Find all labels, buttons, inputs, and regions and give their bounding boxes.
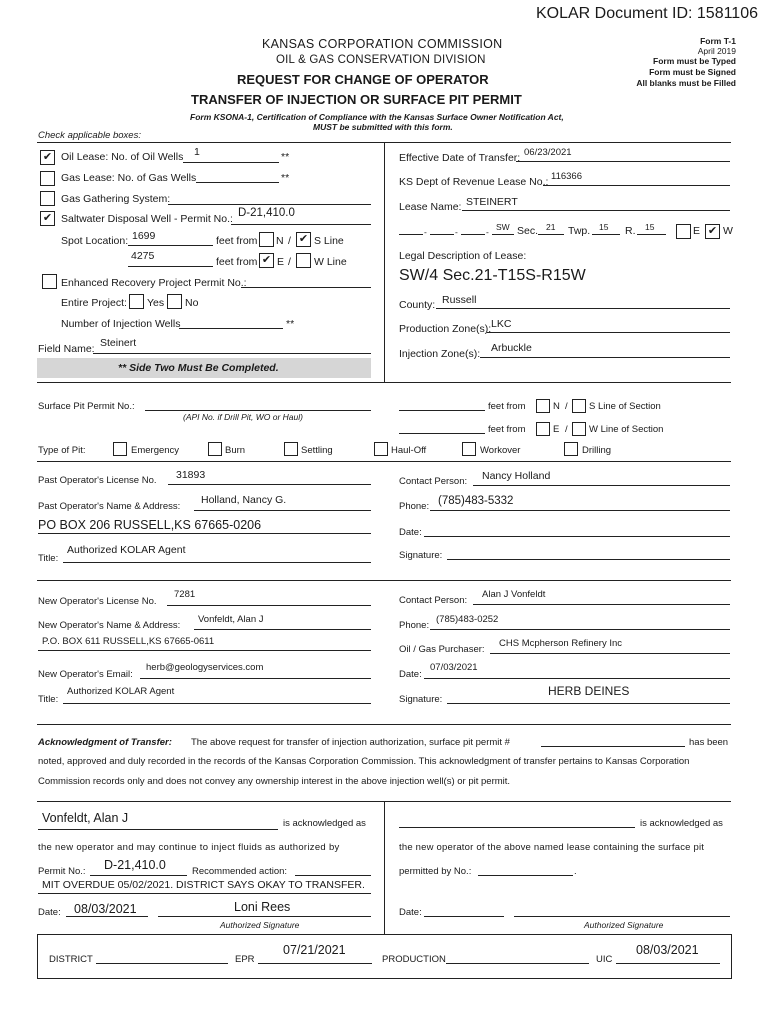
purchaser-label: Oil / Gas Purchaser: [399, 644, 485, 655]
field-name-label: Field Name: [38, 343, 95, 355]
pit-s-checkbox[interactable] [572, 399, 586, 413]
pit-e-label: E [553, 424, 560, 435]
past-contact-label: Contact Person: [399, 476, 468, 487]
ack-line1: The above request for transfer of injection authorization, surface pit permit # [191, 737, 510, 748]
spot-s-line-label: S Line [314, 235, 344, 247]
twp-value: 15 [599, 222, 609, 232]
form-title-2: TRANSFER OF INJECTION OR SURFACE PIT PERMIT [191, 92, 522, 107]
form-blanks-note: All blanks must be Filled [636, 78, 736, 88]
pit-ns-feet-line [399, 410, 485, 411]
entire-project-no-checkbox[interactable] [167, 294, 182, 309]
past-phone-value: (785)483-5332 [438, 495, 514, 507]
check-boxes-label: Check applicable boxes: [38, 130, 141, 141]
spot-ew-line [128, 266, 213, 267]
new-phone-label: Phone: [399, 620, 430, 631]
ack-permitted-by-line [478, 875, 573, 876]
pit-settling-label: Settling [301, 445, 333, 456]
new-contact-value: Alan J Vonfeldt [482, 589, 546, 600]
pit-w-checkbox[interactable] [572, 422, 586, 436]
spot-e-checkbox[interactable]: ✔ [259, 253, 274, 268]
range-e-label: E [693, 225, 701, 237]
ack-permitted-by-label: permitted by No.: [399, 866, 472, 877]
pit-ew-feet-line [399, 433, 485, 434]
new-license-line [167, 605, 371, 606]
spot-ew-feet-from: feet from [216, 256, 258, 268]
ack-permit-no-line [90, 875, 187, 876]
past-date-line [424, 536, 730, 537]
field-name-value: Steinert [100, 337, 137, 349]
epr-line [258, 963, 372, 964]
gas-gathering-label: Gas Gathering System: [61, 193, 171, 205]
new-signature-value: HERB DEINES [548, 684, 630, 698]
ack-right-date-line [424, 916, 504, 917]
quarter-value: SW [496, 222, 510, 232]
production-label: PRODUCTION [382, 954, 446, 965]
sec-value: 21 [546, 222, 556, 232]
twp-line [592, 234, 620, 235]
pit-ns-slash: / [565, 401, 568, 412]
gas-lease-label: Gas Lease: No. of Gas Wells [61, 172, 197, 184]
injection-wells-stars: ** [286, 318, 295, 330]
column-divider [384, 142, 385, 382]
spot-ew-value: 4275 [131, 250, 155, 262]
swd-label: Saltwater Disposal Well - Permit No.: [61, 213, 233, 225]
spot-ns-slash: / [288, 235, 291, 247]
ack-left-signature-line[interactable] [158, 916, 371, 917]
new-phone-line [430, 629, 730, 630]
form-typed-note: Form must be Typed [653, 56, 736, 66]
county-line [436, 308, 730, 309]
pit-workover-checkbox[interactable] [462, 442, 476, 456]
quarter-sep-1: - [424, 227, 427, 237]
eor-permit-line [241, 287, 371, 288]
new-title-line [63, 703, 371, 704]
spot-w-line-label: W Line [314, 256, 347, 268]
past-name-value: Holland, Nancy G. [201, 494, 287, 506]
ks-dept-label: KS Dept of Revenue Lease No.: [399, 176, 549, 188]
new-contact-label: Contact Person: [399, 595, 468, 606]
form-title-1: REQUEST FOR CHANGE OF OPERATOR [237, 72, 489, 87]
production-zones-line [487, 332, 730, 333]
injection-zones-line [480, 357, 730, 358]
sec-label: Sec. [517, 225, 539, 237]
ksona-note-2: MUST be submitted with this form. [313, 122, 453, 132]
quarter-3-line [461, 234, 485, 235]
twp-label: Twp. [568, 225, 591, 237]
past-contact-value: Nancy Holland [482, 470, 551, 482]
ks-dept-value: 116366 [551, 171, 582, 182]
ack-left-date-label: Date: [38, 907, 61, 918]
ack-right-name-line [399, 827, 635, 828]
field-name-line [93, 353, 371, 354]
new-email-line [140, 678, 371, 679]
past-phone-line [430, 510, 730, 511]
entire-project-yes-checkbox[interactable] [129, 294, 144, 309]
pit-s-line-label: S Line of Section [589, 401, 661, 412]
quarter-4-line [492, 234, 514, 235]
range-w-checkbox[interactable]: ✔ [705, 224, 720, 239]
pit-n-label: N [553, 401, 560, 412]
form-signed-note: Form must be Signed [649, 67, 736, 77]
pit-burn-checkbox[interactable] [208, 442, 222, 456]
uic-date-value: 08/03/2021 [636, 943, 699, 957]
ack-heading: Acknowledgment of Transfer: [38, 737, 172, 748]
oil-lease-label: Oil Lease: No. of Oil Wells [61, 151, 184, 163]
pit-settling-checkbox[interactable] [284, 442, 298, 456]
ack-pit-permit-line [541, 746, 685, 747]
pit-w-line-label: W Line of Section [589, 424, 664, 435]
purchaser-value: CHS Mcpherson Refinery Inc [499, 638, 623, 649]
ack-line3: Commission records only and does not convey any ownership interest in the above injection well(s) or pit permit. [38, 776, 511, 787]
new-title-value: Authorized KOLAR Agent [67, 686, 175, 697]
effective-date-label: Effective Date of Transfer: [399, 152, 521, 164]
spot-n-label: N [276, 235, 284, 247]
document-id: KOLAR Document ID: 1581106 [535, 5, 758, 22]
gas-wells-stars: ** [281, 172, 290, 184]
quarter-sep-2: - [455, 227, 458, 237]
eor-checkbox[interactable] [42, 274, 57, 289]
new-name-value: Vonfeldt, Alan J [198, 614, 264, 625]
new-email-value: herb@geologyservices.com [146, 662, 264, 673]
spot-e-label: E [277, 256, 285, 268]
spot-location-label: Spot Location: [61, 235, 129, 247]
ack-left-auth-signature: Authorized Signature [220, 920, 300, 930]
pit-type-label: Type of Pit: [38, 445, 86, 456]
ack-line2: noted, approved and duly recorded in the records of the Kansas Corporation Commission. This acknowledgment of transfer pertains to Kansas Corporation [38, 756, 690, 767]
ack-right-is-acknowledged: is acknowledged as [640, 818, 723, 829]
new-address-line [38, 650, 371, 651]
section-divider [37, 724, 731, 725]
county-label: County: [399, 299, 436, 311]
past-license-value: 31893 [176, 469, 206, 481]
ack-permit-no-value: D-21,410.0 [104, 858, 166, 872]
new-name-address-label: New Operator's Name & Address: [38, 620, 181, 631]
new-date-label: Date: [399, 669, 422, 680]
past-signature-label: Signature: [399, 550, 443, 561]
pit-api-note: (API No. if Drill Pit, WO or Haul) [183, 412, 303, 422]
legal-description-label: Legal Description of Lease: [399, 250, 527, 262]
production-zones-value: LKC [491, 318, 512, 330]
ack-left-date-value: 08/03/2021 [74, 902, 137, 916]
new-title-label: Title: [38, 694, 59, 705]
range-w-label: W [723, 225, 733, 237]
ack-column-divider [384, 801, 385, 935]
pit-hauloff-label: Haul-Off [391, 445, 427, 456]
past-signature-line[interactable] [447, 559, 730, 560]
new-phone-value: (785)483-0252 [436, 614, 499, 625]
ack-recommended-line [295, 875, 371, 876]
section-divider [37, 580, 731, 581]
swd-checkbox[interactable]: ✔ [40, 211, 55, 226]
ack-has-been: has been [689, 737, 729, 748]
section-divider [37, 461, 731, 462]
new-date-line [424, 678, 730, 679]
range-label: R. [625, 225, 636, 237]
past-title-line [63, 562, 371, 563]
oil-wells-line [183, 162, 279, 163]
form-revision-date: April 2019 [697, 46, 736, 56]
past-contact-line [473, 485, 730, 486]
county-value: Russell [442, 294, 477, 306]
ksona-note-1: Form KSONA-1, Certification of Compliance with the Kansas Surface Owner Notification Act, [190, 112, 564, 122]
ack-right-paragraph: the new operator of the above named lease containing the surface pit [399, 842, 705, 853]
pit-ns-feet-from: feet from [488, 401, 526, 412]
quarter-sep-3: - [486, 227, 489, 237]
spot-ew-slash: / [288, 256, 291, 268]
new-address-value: P.O. BOX 611 RUSSELL,KS 67665-0611 [42, 636, 215, 647]
range-e-checkbox[interactable] [676, 224, 691, 239]
new-date-value: 07/03/2021 [430, 662, 478, 673]
past-license-label: Past Operator's License No. [38, 475, 157, 486]
pit-emergency-checkbox[interactable] [113, 442, 127, 456]
oil-wells-stars: ** [281, 151, 290, 163]
range-value: 15 [645, 222, 655, 232]
side-two-note: ** Side Two Must Be Completed. [118, 362, 279, 374]
ack-permitted-by-period: . [574, 866, 577, 877]
new-name-line [194, 629, 371, 630]
ack-mit-line [38, 893, 371, 894]
pit-ew-slash: / [565, 424, 568, 435]
district-line [96, 963, 228, 964]
ack-left-signature-value: Loni Rees [234, 900, 291, 914]
uic-line [616, 963, 720, 964]
lease-name-value: STEINERT [466, 196, 518, 208]
past-name-line [194, 510, 371, 511]
ack-left-name-value: Vonfeldt, Alan J [42, 811, 129, 825]
new-signature-label: Signature: [399, 694, 443, 705]
spot-w-checkbox[interactable] [296, 253, 311, 268]
legal-description-value: SW/4 Sec.21-T15S-R15W [399, 267, 586, 284]
pit-ew-feet-from: feet from [488, 424, 526, 435]
gas-wells-line [196, 182, 279, 183]
ack-right-date-label: Date: [399, 907, 422, 918]
pit-permit-line [145, 410, 371, 411]
eor-label: Enhanced Recovery Project Permit No.: [61, 277, 247, 289]
range-line [637, 234, 666, 235]
injection-wells-line [179, 328, 283, 329]
entire-project-no-label: No [185, 297, 199, 309]
ack-left-is-acknowledged: is acknowledged as [283, 818, 366, 829]
gas-gathering-line [168, 204, 371, 205]
quarter-1-line [399, 234, 423, 235]
ack-right-signature-line[interactable] [514, 916, 730, 917]
entire-project-yes-label: Yes [147, 297, 165, 309]
past-phone-label: Phone: [399, 501, 430, 512]
pit-hauloff-checkbox[interactable] [374, 442, 388, 456]
new-license-label: New Operator's License No. [38, 596, 157, 607]
oil-wells-value: 1 [194, 146, 200, 158]
section-divider [37, 382, 731, 383]
spot-ns-line [128, 245, 213, 246]
ack-mit-note: MIT OVERDUE 05/02/2021. DISTRICT SAYS OKAY TO TRANSFER. [42, 879, 365, 891]
gas-lease-checkbox[interactable] [40, 171, 55, 186]
past-license-line [168, 484, 371, 485]
past-name-address-label: Past Operator's Name & Address: [38, 501, 181, 512]
effective-date-value: 06/23/2021 [524, 147, 572, 158]
lease-name-label: Lease Name: [399, 201, 462, 213]
new-contact-line [473, 604, 730, 605]
pit-burn-label: Burn [225, 445, 246, 456]
pit-e-checkbox[interactable] [536, 422, 550, 436]
pit-permit-label: Surface Pit Permit No.: [38, 401, 135, 412]
injection-wells-label: Number of Injection Wells [61, 318, 181, 330]
past-title-value: Authorized KOLAR Agent [67, 544, 186, 556]
uic-label: UIC [596, 954, 613, 965]
district-label: DISTRICT [49, 954, 93, 965]
agency-name: KANSAS CORPORATION COMMISSION [262, 37, 503, 51]
spot-ns-value: 1699 [132, 230, 156, 242]
effective-date-line [516, 161, 730, 162]
pit-n-checkbox[interactable] [536, 399, 550, 413]
past-address-line [38, 533, 371, 534]
new-email-label: New Operator's Email: [38, 669, 133, 680]
ack-left-date-line [66, 916, 148, 917]
ack-left-paragraph: the new operator and may continue to inject fluids as authorized by [38, 842, 340, 853]
epr-date-value: 07/21/2021 [283, 943, 346, 957]
pit-emergency-label: Emergency [131, 445, 180, 456]
spot-ns-feet-from: feet from [216, 235, 258, 247]
new-signature-line[interactable] [447, 703, 730, 704]
ack-left-name-line [38, 829, 278, 830]
production-zones-label: Production Zone(s): [399, 323, 492, 335]
pit-drilling-checkbox[interactable] [564, 442, 578, 456]
oil-lease-checkbox[interactable]: ✔ [40, 150, 55, 165]
purchaser-line [490, 653, 730, 654]
form-number: Form T-1 [700, 36, 736, 46]
new-license-value: 7281 [174, 589, 196, 600]
swd-permit-value: D-21,410.0 [238, 207, 295, 219]
quarter-2-line [430, 234, 454, 235]
past-title-label: Title: [38, 553, 59, 564]
ack-permit-no-label: Permit No.: [38, 866, 86, 877]
ack-recommended-label: Recommended action: [192, 866, 288, 877]
gas-gathering-checkbox[interactable] [40, 191, 55, 206]
lease-name-line [462, 210, 730, 211]
spot-n-checkbox[interactable] [259, 232, 274, 247]
pit-drilling-label: Drilling [582, 445, 612, 456]
past-address-value: PO BOX 206 RUSSELL,KS 67665-0206 [38, 518, 262, 532]
entire-project-label: Entire Project: [61, 297, 127, 309]
past-date-label: Date: [399, 527, 422, 538]
division-name: OIL & GAS CONSERVATION DIVISION [276, 54, 486, 66]
swd-permit-line [231, 224, 371, 225]
pit-workover-label: Workover [480, 445, 521, 456]
sec-line [538, 234, 564, 235]
injection-zones-value: Arbuckle [491, 342, 532, 354]
production-line [446, 963, 589, 964]
ks-dept-line [543, 185, 730, 186]
epr-label: EPR [235, 954, 255, 965]
ack-right-auth-signature: Authorized Signature [584, 920, 664, 930]
injection-zones-label: Injection Zone(s): [399, 348, 481, 360]
spot-s-checkbox[interactable]: ✔ [296, 232, 311, 247]
